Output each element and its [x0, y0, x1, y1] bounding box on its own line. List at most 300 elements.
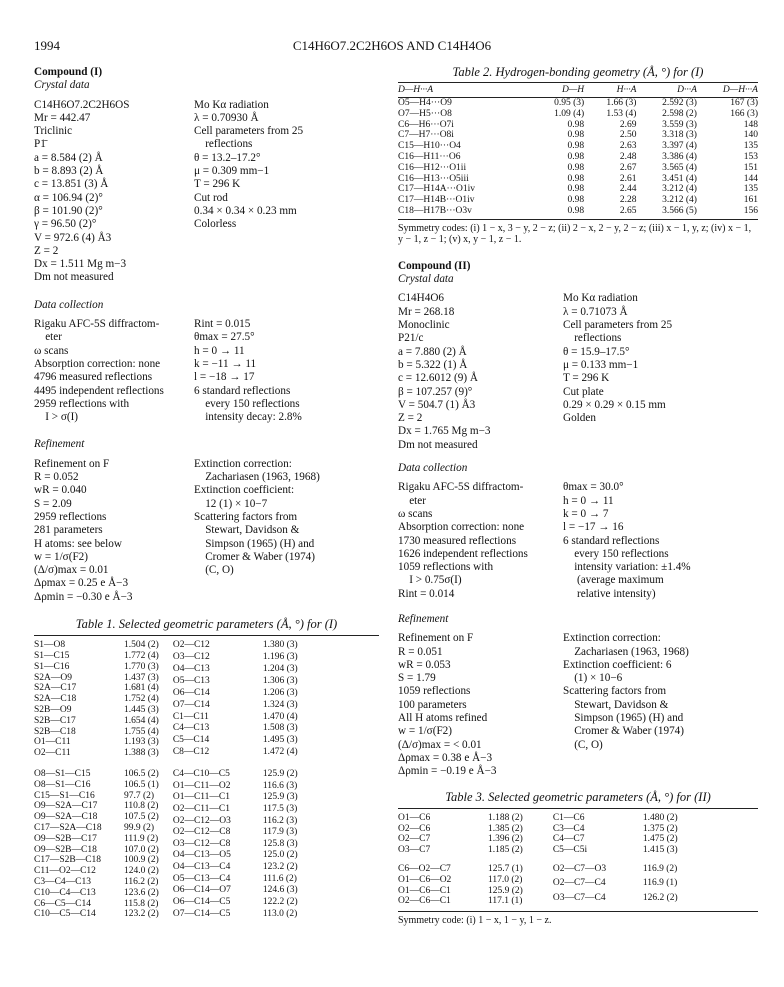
column-header: D···A	[636, 85, 697, 97]
table-cell: C18—H17B···O3v	[398, 206, 472, 217]
param-label: S1—C15	[34, 651, 70, 662]
crystal-data-line: b = 8.893 (2) Å	[34, 165, 104, 178]
table-row	[173, 676, 298, 688]
table-cell: 135	[743, 184, 758, 195]
table-cell: 3.386 (4)	[662, 152, 697, 163]
refinement-line: (1) × 10−6	[563, 672, 623, 685]
crystal-data-line: a = 8.584 (2) Å	[34, 151, 103, 164]
param-value: 125.8 (3)	[262, 838, 298, 849]
table-row	[173, 804, 298, 816]
collection-line: l = −17 → 16	[563, 521, 624, 534]
param-value: 1.385 (2)	[488, 823, 523, 834]
param-label: S1—O8	[34, 640, 66, 651]
crystal-data-line: T = 296 K	[194, 178, 241, 191]
param-value: 110.8 (2)	[124, 801, 159, 812]
table-row	[173, 688, 298, 700]
table-cell: 3.565 (4)	[662, 162, 697, 173]
param-value: 1.396 (2)	[488, 834, 523, 845]
crystal-data-line: Dx = 1.511 Mg m−3	[34, 258, 127, 271]
param-value: 116.9 (1)	[642, 878, 678, 889]
param-label: O4—C13—O5	[172, 850, 231, 861]
table-cell: O7—H5···O8	[398, 108, 452, 119]
param-value: 1.475 (2)	[642, 834, 678, 845]
table1-bonds-left	[34, 640, 159, 759]
param-label: O1—C11—O2	[172, 780, 231, 791]
table-row	[553, 834, 678, 845]
param-value: 1.470 (4)	[262, 711, 298, 722]
param-label: C3—C4—C13	[34, 877, 92, 888]
table-row	[398, 824, 523, 835]
param-label: C4—C10—C5	[172, 769, 230, 780]
collection-line: 1626 independent reflections	[398, 547, 528, 560]
table-row	[398, 886, 523, 897]
table-cell: 3.451 (4)	[662, 173, 697, 184]
param-value: 111.6 (2)	[262, 873, 297, 884]
param-value: 1.480 (2)	[642, 812, 678, 823]
table-cell: 3.559 (3)	[662, 119, 697, 130]
table-row	[173, 700, 298, 712]
param-value: 106.5 (1)	[124, 779, 159, 790]
compound2-crystal-right	[563, 292, 672, 452]
param-label: S2B—O9	[34, 705, 72, 716]
crystal-data-line: θ = 15.9–17.5°	[563, 345, 630, 358]
param-value: 115.8 (2)	[124, 898, 159, 909]
param-label: O7—C14	[172, 699, 210, 710]
table-row	[398, 120, 758, 131]
param-value: 1.196 (3)	[262, 652, 298, 663]
refinement-line: Extinction coefficient: 6	[563, 658, 672, 671]
table-row	[34, 716, 159, 727]
table-cell: 2.48	[619, 152, 637, 163]
table-row	[34, 640, 159, 651]
table-row	[173, 909, 298, 921]
table-cell: 1.53 (4)	[606, 108, 637, 119]
table-cell: 2.28	[619, 195, 637, 206]
table-row	[34, 834, 159, 845]
crystal-data-line: λ = 0.71073 Å	[563, 305, 628, 318]
table-cell: 3.212 (4)	[662, 195, 697, 206]
table-cell: 0.98	[567, 130, 585, 141]
compound2-crystal-left	[398, 292, 563, 452]
param-label: O2—C12—C8	[172, 827, 231, 838]
table-cell: C6—H6···O7i	[398, 119, 454, 130]
table-row	[34, 769, 159, 780]
table-row	[34, 845, 159, 856]
table-row	[553, 864, 678, 878]
table3-angles-right	[553, 864, 678, 907]
table-row	[34, 737, 159, 748]
refinement-line: Simpson (1965) (H) and	[563, 712, 684, 725]
table-cell: C7—H7···O8i	[398, 130, 454, 141]
collection-line: Rint = 0.015	[194, 318, 251, 331]
refinement-line: w = 1/σ(F2)	[398, 725, 452, 738]
refinement-line: Scattering factors from	[194, 510, 298, 523]
crystal-data-line: P21/c	[398, 332, 424, 345]
param-value: 125.9 (2)	[262, 769, 298, 780]
table-row	[398, 206, 758, 217]
param-label: O3—C12—C8	[172, 838, 231, 849]
param-label: C1—C11	[172, 711, 209, 722]
table-row	[173, 897, 298, 909]
table-cell: 148	[743, 119, 758, 130]
param-label: C8—C12	[172, 747, 210, 758]
refinement-line: R = 0.051	[398, 645, 443, 658]
refinement-line: All H atoms refined	[398, 712, 488, 725]
table-row	[398, 152, 758, 163]
collection-line: ω scans	[398, 507, 433, 520]
table2-rule-bottom	[398, 219, 758, 220]
param-label: O9—S2B—C18	[34, 844, 97, 855]
param-value: 124.6 (3)	[262, 885, 298, 896]
param-value: 116.2 (3)	[262, 815, 298, 826]
table-row	[398, 813, 523, 824]
param-label: C4—C13	[172, 723, 210, 734]
table-row	[34, 888, 159, 899]
table-row	[398, 130, 758, 141]
crystal-data-line: Cut rod	[194, 191, 228, 204]
crystal-data-line: Triclinic	[34, 125, 73, 138]
table-cell: 2.61	[619, 173, 637, 184]
refinement-line: wR = 0.040	[34, 484, 87, 497]
table-cell: 2.67	[619, 162, 637, 173]
crystal-data-line: Cell parameters from 25	[563, 319, 673, 332]
table-cell: 166 (3)	[730, 108, 758, 119]
table-row	[34, 812, 159, 823]
table-cell: 1.09 (4)	[554, 108, 585, 119]
compound2-heading: Compound (II)	[398, 259, 471, 272]
param-label: S2B—C18	[34, 726, 76, 737]
refinement-line: Δρmax = 0.38 e Å−3	[398, 751, 493, 764]
table-row	[34, 877, 159, 888]
collection-line: 6 standard reflections	[194, 384, 291, 397]
table-row	[34, 801, 159, 812]
table-row	[34, 823, 159, 834]
refinement-line: 12 (1) × 10−7	[194, 497, 268, 510]
table-cell: 153	[743, 152, 758, 163]
table-header-row	[398, 85, 758, 97]
collection-line: h = 0 → 11	[194, 344, 245, 357]
crystal-data-line: b = 5.322 (1) Å	[398, 358, 468, 371]
param-value: 1.380 (3)	[262, 640, 298, 651]
param-value: 1.508 (3)	[262, 723, 298, 734]
table-cell: 0.98	[567, 195, 585, 206]
param-value: 116.6 (3)	[262, 780, 298, 791]
compound2-crystal-heading: Crystal data	[398, 273, 454, 286]
compound1-collection-heading: Data collection	[34, 298, 104, 311]
refinement-line: 281 parameters	[34, 524, 103, 537]
param-value: 1.375 (2)	[642, 823, 678, 834]
table-cell: 3.212 (4)	[662, 184, 697, 195]
collection-line: 1059 reflections with	[398, 561, 494, 574]
collection-line: 2959 reflections with	[34, 397, 130, 410]
param-value: 1.772 (4)	[124, 651, 159, 662]
table-row	[173, 885, 298, 897]
compound2-collection-right	[563, 481, 691, 601]
crystal-data-line: Z = 2	[34, 244, 59, 257]
table-cell: 2.65	[619, 206, 637, 217]
table2-symmetry: Symmetry codes: (i) 1 − x, 3 − y, 2 − z; (ii) 2 − x, 2 − y, 2 − z; (iii) x − 1, y, z; (iv) x − 1, y − 1, z − 1; (v) x, y − 1, z − 1.	[398, 222, 752, 246]
table-cell: C16—H12···O1ii	[398, 162, 467, 173]
page-number: 1994	[34, 38, 60, 53]
table-row	[34, 855, 159, 866]
crystal-data-line: P1̄	[34, 138, 46, 151]
param-value: 1.193 (3)	[124, 737, 159, 748]
compound1-refinement-right	[194, 458, 320, 604]
table3-angles-left	[398, 864, 523, 907]
param-value: 107.5 (2)	[124, 812, 159, 823]
param-label: O5—C13—C4	[172, 873, 231, 884]
crystal-data-line: γ = 96.50 (2)°	[34, 218, 97, 231]
param-label: C15—S1—C16	[34, 790, 95, 801]
param-value: 125.9 (2)	[488, 885, 523, 896]
table-row	[553, 893, 678, 907]
refinement-line: (Δ/σ)max = 0.01	[34, 564, 109, 577]
param-label: O2—C6	[398, 823, 431, 834]
compound1-collection-left	[34, 318, 194, 424]
param-value: 1.445 (3)	[124, 705, 159, 716]
param-label: O6—C14	[172, 687, 210, 698]
collection-line: θmax = 30.0°	[563, 481, 624, 494]
collection-line: θmax = 27.5°	[194, 331, 255, 344]
param-value: 117.1 (1)	[488, 896, 523, 907]
collection-line: k = −11 → 11	[194, 357, 257, 370]
collection-line: Rigaku AFC-5S diffractom-	[34, 318, 160, 331]
table3-angles	[398, 864, 758, 907]
param-label: C4—C7	[552, 834, 585, 845]
table-row	[398, 195, 758, 206]
param-value: 125.9 (3)	[262, 792, 298, 803]
table-row	[173, 664, 298, 676]
param-label: C1—C6	[552, 812, 585, 823]
crystal-data-line: Dx = 1.765 Mg m−3	[398, 425, 491, 438]
table-row	[173, 850, 298, 862]
param-label: C6—O2—C7	[398, 864, 451, 875]
crystal-data-line: C14H6O7.2C2H6OS	[34, 98, 130, 111]
table-cell: 0.98	[567, 119, 585, 130]
table-row	[553, 878, 678, 892]
collection-line: Rigaku AFC-5S diffractom-	[398, 481, 524, 494]
table-cell: 0.98	[567, 184, 585, 195]
compound1-refinement-block	[34, 458, 379, 604]
param-label: C5—C14	[172, 735, 210, 746]
param-label: O1—C6	[398, 812, 431, 823]
collection-line: 4495 independent reflections	[34, 384, 164, 397]
param-label: O2—C6—C1	[398, 896, 451, 907]
table2-title: Table 2. Hydrogen-bonding geometry (Å, °) for (I)	[452, 65, 704, 79]
refinement-line: 1059 reflections	[398, 685, 471, 698]
collection-line: intensity decay: 2.8%	[194, 411, 302, 424]
table-cell: 0.98	[567, 173, 585, 184]
param-label: O2—C7—O3	[552, 864, 607, 875]
param-label: C3—C4	[552, 823, 585, 834]
collection-line: eter	[34, 331, 62, 344]
param-label: O4—C13	[172, 664, 210, 675]
table-row	[34, 866, 159, 877]
compound1-collection-right	[194, 318, 302, 424]
refinement-line: Zachariasen (1963, 1968)	[563, 645, 689, 658]
table-row	[173, 781, 298, 793]
refinement-line: Δρmax = 0.25 e Å−3	[34, 577, 129, 590]
compound2-refinement-heading: Refinement	[398, 612, 449, 625]
table-cell: 2.69	[619, 119, 637, 130]
refinement-line: Extinction coefficient:	[194, 484, 295, 497]
table-cell: C16—H11···O6	[398, 152, 461, 163]
param-value: 122.2 (2)	[262, 896, 298, 907]
compound2-refinement-right	[563, 632, 689, 778]
param-label: O2—C11—C1	[172, 803, 231, 814]
crystal-data-line: 0.34 × 0.34 × 0.23 mm	[194, 204, 297, 217]
table-cell: 3.318 (3)	[662, 130, 697, 141]
table-row	[34, 909, 159, 920]
refinement-line: Extinction correction:	[194, 457, 292, 470]
table-row	[398, 141, 758, 152]
param-label: O6—C14—C5	[172, 896, 231, 907]
param-value: 1.188 (2)	[488, 812, 523, 823]
collection-line: 6 standard reflections	[563, 534, 660, 547]
table-row	[34, 673, 159, 684]
refinement-line: Refinement on F	[34, 457, 110, 470]
table1-rule	[34, 635, 379, 636]
crystal-data-line: Monoclinic	[398, 319, 450, 332]
refinement-line: 100 parameters	[398, 698, 467, 711]
param-value: 116.9 (2)	[642, 864, 678, 875]
param-value: 1.324 (3)	[262, 699, 298, 710]
crystal-data-line: β = 107.257 (9)°	[398, 385, 473, 398]
refinement-line: Scattering factors from	[563, 685, 667, 698]
param-value: 117.0 (2)	[488, 874, 523, 885]
param-value: 107.0 (2)	[124, 844, 159, 855]
table-cell: 167 (3)	[730, 98, 758, 109]
table-row	[398, 184, 758, 195]
column-header: D—H···A	[398, 85, 532, 97]
table-cell: 156	[743, 206, 758, 217]
crystal-data-line: Cut plate	[563, 385, 604, 398]
refinement-line: (C, O)	[563, 738, 603, 751]
refinement-line: Zachariasen (1963, 1968)	[194, 471, 320, 484]
param-value: 97.7 (2)	[124, 790, 155, 801]
running-title: C14H6O7.2C2H6OS AND C14H4O6	[292, 38, 492, 53]
table-cell: 2.592 (3)	[662, 98, 697, 109]
left-column	[34, 66, 379, 920]
crystal-data-line: V = 504.7 (1) Å3	[398, 398, 476, 411]
table-row	[173, 712, 298, 724]
refinement-line: S = 2.09	[34, 497, 72, 510]
param-label: S2A—C17	[34, 683, 77, 694]
crystal-data-line: Mr = 268.18	[398, 305, 455, 318]
refinement-line: S = 1.79	[398, 672, 436, 685]
refinement-line: Refinement on F	[398, 632, 474, 645]
table-cell: 3.566 (5)	[662, 206, 697, 217]
compound2-refinement-left	[398, 632, 563, 778]
table-row	[398, 834, 523, 845]
table-cell: 2.63	[619, 141, 637, 152]
column-header: D—H···A	[697, 85, 758, 97]
crystal-data-line: T = 296 K	[563, 372, 610, 385]
compound1-heading: Compound (I)	[34, 66, 103, 78]
param-label: S2A—C18	[34, 694, 77, 705]
collection-line: (average maximum	[563, 574, 664, 587]
column-header: H···A	[584, 85, 636, 97]
param-label: O3—C12	[172, 652, 210, 663]
compound2-refinement-block	[398, 632, 758, 778]
crystal-data-line: Mo Kα radiation	[563, 292, 638, 305]
param-value: 1.206 (3)	[262, 687, 298, 698]
crystal-data-line: Mr = 442.47	[34, 111, 91, 124]
crystal-data-line: μ = 0.309 mm−1	[194, 165, 270, 178]
table1-angles-right	[173, 769, 298, 920]
refinement-line: Cromer & Waber (1974)	[194, 550, 315, 563]
table3-rule	[398, 808, 758, 809]
param-label: O9—S2A—C17	[34, 801, 98, 812]
param-label: C5—C5i	[552, 845, 588, 856]
refinement-line: Cromer & Waber (1974)	[563, 725, 684, 738]
table-row	[34, 748, 159, 759]
collection-line: intensity variation: ±1.4%	[563, 561, 691, 574]
table-row	[398, 98, 758, 109]
table-row	[398, 163, 758, 174]
param-label: O1—C6—C1	[398, 885, 451, 896]
compound2-collection-block	[398, 481, 758, 601]
param-value: 99.9 (2)	[124, 823, 155, 834]
table-cell: 0.98	[567, 162, 585, 173]
crystal-data-line: θ = 13.2–17.2°	[194, 151, 261, 164]
table-cell: 0.98	[567, 141, 585, 152]
param-label: O2—C7—C4	[552, 878, 606, 889]
param-label: O8—S1—C15	[34, 769, 91, 780]
collection-line: every 150 reflections	[194, 397, 300, 410]
refinement-line: Extinction correction:	[563, 632, 661, 645]
param-value: 125.7 (1)	[488, 864, 523, 875]
param-label: O5—C13	[172, 675, 210, 686]
table-cell: 3.397 (4)	[662, 141, 697, 152]
table3-bonds-right	[553, 813, 678, 856]
crystal-data-line: 0.29 × 0.29 × 0.15 mm	[563, 398, 666, 411]
table-row	[398, 845, 523, 856]
param-value: 124.0 (2)	[124, 866, 159, 877]
table1-angles	[34, 769, 379, 920]
param-label: O1—C11—C1	[172, 792, 231, 803]
crystal-data-line: Mo Kα radiation	[194, 98, 269, 111]
table-row	[398, 864, 523, 875]
table-cell: 151	[743, 162, 758, 173]
refinement-line: wR = 0.053	[398, 658, 451, 671]
param-label: O1—C6—O2	[398, 874, 452, 885]
param-label: O3—C7—C4	[552, 892, 606, 903]
table-row	[553, 824, 678, 835]
refinement-line: w = 1/σ(F2)	[34, 550, 88, 563]
param-value: 111.9 (2)	[124, 833, 159, 844]
param-value: 1.415 (3)	[642, 845, 678, 856]
param-label: C17—S2A—C18	[34, 823, 102, 834]
collection-line: I > 0.75σ(I)	[398, 574, 462, 587]
param-label: O6—C14—O7	[172, 885, 231, 896]
crystal-data-line: Dm not measured	[398, 438, 478, 451]
table3-symmetry: Symmetry code: (i) 1 − x, 1 − y, 1 − z.	[398, 915, 552, 927]
param-label: C6—C5—C14	[34, 898, 92, 909]
crystal-data-line: Cell parameters from 25	[194, 125, 304, 138]
collection-line: 1730 measured reflections	[398, 534, 517, 547]
refinement-line: R = 0.052	[34, 471, 79, 484]
table-cell: 1.66 (3)	[606, 98, 637, 109]
crystal-data-line: μ = 0.133 mm−1	[563, 358, 639, 371]
table-row	[173, 827, 298, 839]
param-value: 100.9 (2)	[124, 855, 159, 866]
param-value: 1.654 (4)	[124, 715, 159, 726]
refinement-line: Stewart, Davidson &	[194, 524, 300, 537]
param-value: 125.0 (2)	[262, 850, 298, 861]
table2-hbond	[398, 85, 758, 217]
param-label: O2—C7	[398, 834, 431, 845]
